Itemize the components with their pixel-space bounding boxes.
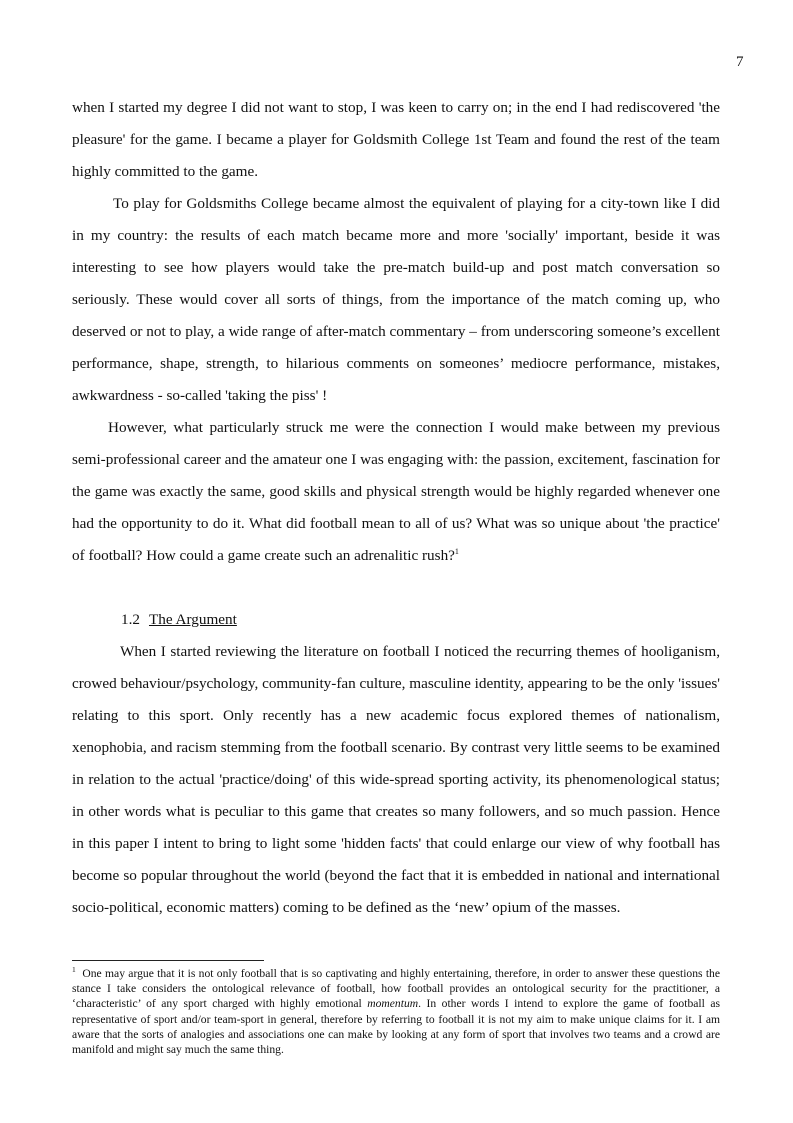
footnote: [72, 966, 720, 1057]
paragraph: To play for Goldsmiths College became almost the equivalent of playing for a city-town like I did in my country: the results of each match became more and more 'socially' important, beside it was interesting to see how players would take the pre-match build-up and post match conversation so seriously. These would cover all sorts of things, from the importance of the match coming up, who deserved or not to play, a wide range of after-match commentary – from underscoring someone’s excellent performance, shape, strength, to hilarious comments on someones’ mediocre performance, mistakes, awkwardness - so-called 'taking the piss' !: [72, 195, 720, 404]
paragraph-text: However, what particularly struck me were the connection I would make between my previous semi-professional career and the amateur one I was engaging with: the passion, excitement, fascination for the game was exactly the same, good skills and physical strength would be highly regarded whenever one had the opportunity to do it. What did football mean to all of us? What was so unique about 'the practice' of football? How could a game create such an adrenalitic rush?: [72, 419, 720, 564]
body-text: [72, 92, 720, 924]
paragraph: when I started my degree I did not want to stop, I was keen to carry on; in the end I had rediscovered 'the pleasure' for the game. I became a player for Goldsmith College 1st Team and found the rest of the team highly committed to the game.: [72, 99, 720, 180]
section-heading: [72, 604, 720, 636]
paragraph: [72, 412, 720, 572]
section-number: 1.2: [121, 611, 140, 628]
paragraph: When I started reviewing the literature on football I noticed the recurring themes of hooliganism, crowed behaviour/psychology, community-fan culture, masculine identity, appearing to be the only 'issues' relating to this sport. Only recently has a new academic focus explored themes of nationalism, xenophobia, and racism stemming from the football scenario. By contrast very little seems to be examined in relation to the actual 'practice/doing' of this wide-spread sporting activity, its phenomenological status; in other words what is peculiar to this game that creates so many followers, and so much passion. Hence in this paper I intent to bring to light some 'hidden facts' that could enlarge our view of why football has become so popular throughout the world (beyond the fact that it is embedded in national and international socio-political, economic matters) coming to be defined as the ‘new’ opium of the masses.: [72, 643, 720, 916]
footnote-emphasis: momentum: [367, 997, 419, 1011]
page-number: 7: [736, 54, 744, 70]
footnote-text: . In other words I intend to explore the game of football as representative of sport and/or team-sport in general, therefore by referring to football it is not my aim to make unique claims for it. I am aware that the sorts of analogies and associations one can make by looking at any form of sport that involves two teams and a crowd are manifold and might say much the same thing.: [72, 997, 720, 1057]
footnote-reference[interactable]: 1: [454, 547, 459, 556]
footnote-number: 1: [72, 965, 76, 974]
footnote-divider: [72, 960, 264, 961]
section-title: The Argument: [148, 611, 237, 628]
footnote-text: One may argue that it is not only football that is so captivating and highly entertaining, therefore, in order to answer these questions the stance I take considers the ontological relevance of football, how football provides an ontological security for the practitioner, a ‘characteristic’ of any sport charged with highly emotional: [72, 967, 720, 1011]
